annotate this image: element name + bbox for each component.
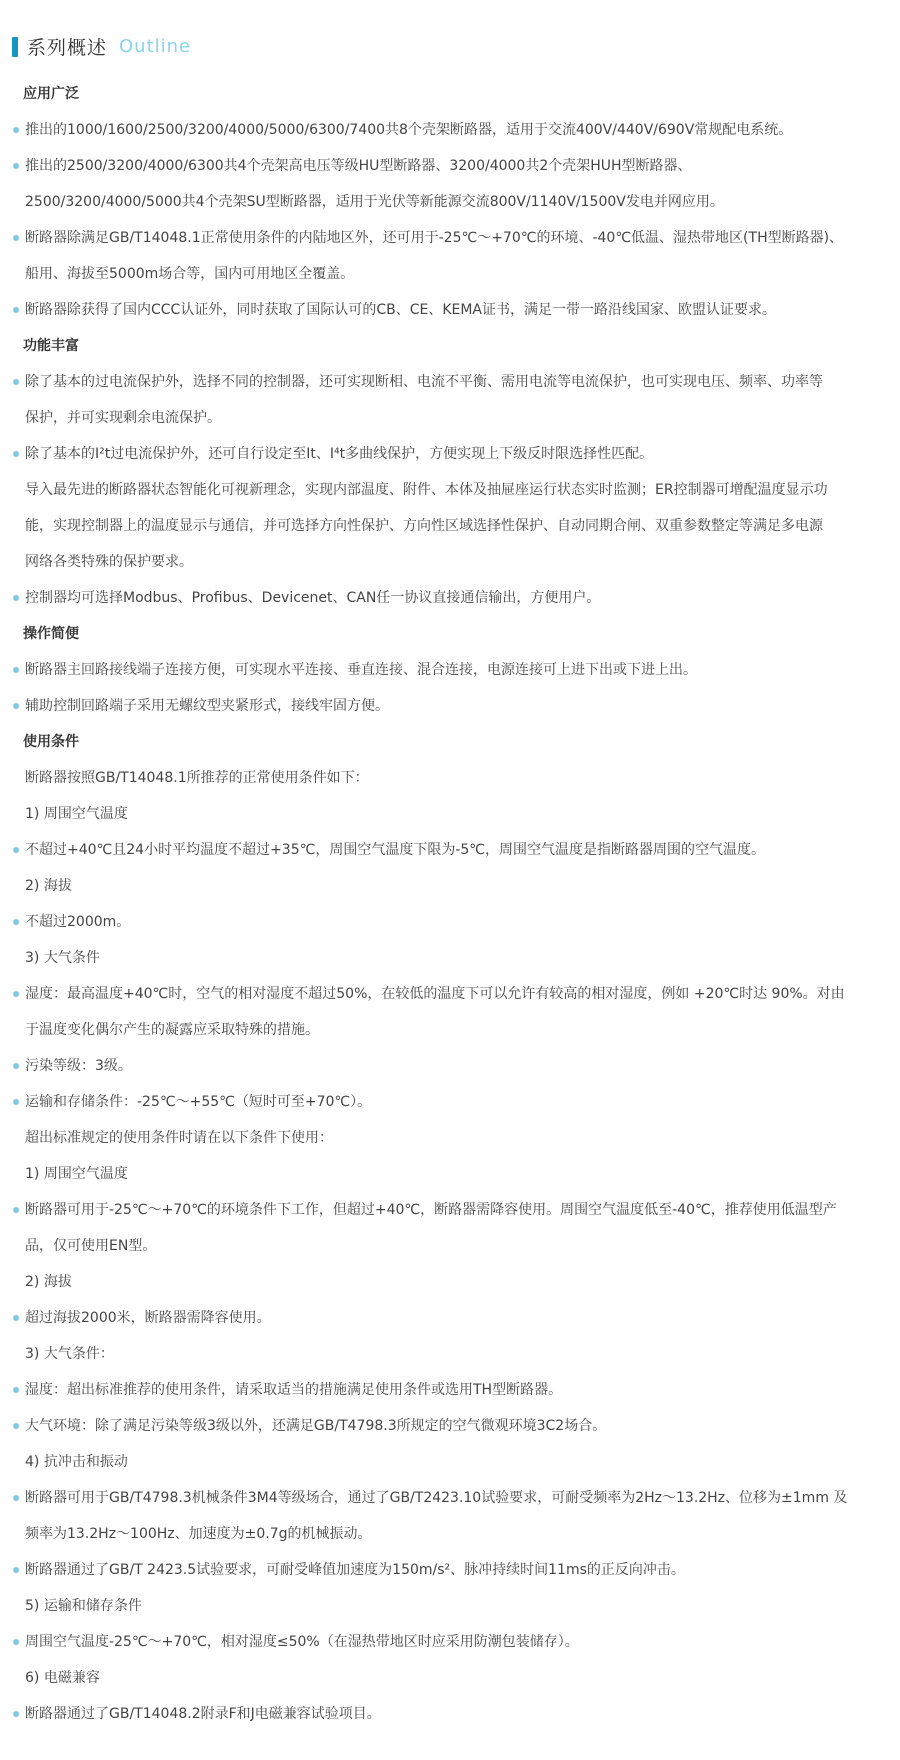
- line-text: 湿度：最高温度+40℃时，空气的相对湿度不超过50%，在较低的温度下可以允许有较高的相对湿度，例如 +20℃时达 90%。对由: [25, 986, 845, 1002]
- line-text: 频率为13.2Hz～100Hz、加速度为±0.7g的机械振动。: [25, 1526, 372, 1542]
- line-text: 品，仅可使用EN型。: [25, 1238, 157, 1254]
- continuation-line: [0, 400, 900, 436]
- line-text: 4) 抗冲击和振动: [25, 1454, 128, 1470]
- line-text: 2) 海拔: [25, 878, 72, 894]
- bullet-icon: [13, 451, 19, 457]
- bullet-icon: [13, 163, 19, 169]
- section-heading: 使用条件: [23, 734, 79, 750]
- bullet-line: [0, 832, 900, 868]
- line-text: 1) 周围空气温度: [25, 1166, 128, 1182]
- accent-bar-icon: [12, 37, 18, 57]
- bullet-line: [0, 1552, 900, 1588]
- bullet-icon: [13, 595, 19, 601]
- line-text: 断路器可用于-25℃～+70℃的环境条件下工作，但超过+40℃，断路器需降容使用。周围空气温度低至-40℃，推荐使用低温型产: [25, 1202, 837, 1218]
- line-text: 大气环境：除了满足污染等级3级以外，还满足GB/T4798.3所规定的空气微观环境3C2场合。: [25, 1418, 607, 1434]
- section-heading: 功能丰富: [23, 338, 79, 354]
- continuation-line: [0, 256, 900, 292]
- continuation-line: [0, 184, 900, 220]
- line-text: 辅助控制回路端子采用无螺纹型夹紧形式，接线牢固方便。: [25, 698, 389, 714]
- bullet-line: [0, 1300, 900, 1336]
- bullet-icon: [13, 1099, 19, 1105]
- line-text: 2) 海拔: [25, 1274, 72, 1290]
- text-line: [0, 472, 900, 508]
- bullet-line: [0, 1192, 900, 1228]
- bullet-line: [0, 292, 900, 328]
- bullet-line: [0, 1696, 900, 1732]
- line-text: 1) 周围空气温度: [25, 806, 128, 822]
- bullet-line: [0, 1048, 900, 1084]
- bullet-icon: [13, 1495, 19, 1501]
- line-text: 断路器按照GB/T14048.1所推荐的正常使用条件如下：: [25, 770, 369, 786]
- bullet-line: [0, 652, 900, 688]
- text-line: [0, 1588, 900, 1624]
- line-text: 除了基本的过电流保护外，选择不同的控制器，还可实现断相、电流不平衡、需用电流等电流保护，也可实现电压、频率、功率等: [25, 374, 823, 390]
- line-text: 推出的1000/1600/2500/3200/4000/5000/6300/7400共8个壳架断路器，适用于交流400V/440V/690V常规配电系统。: [25, 122, 793, 138]
- line-text: 控制器均可选择Modbus、Profibus、Devicenet、CAN任一协议直接通信输出，方便用户。: [25, 590, 601, 606]
- bullet-line: [0, 580, 900, 616]
- bullet-line: [0, 220, 900, 256]
- line-text: 污染等级：3级。: [25, 1058, 132, 1074]
- text-line: [0, 1156, 900, 1192]
- bullet-icon: [13, 919, 19, 925]
- line-text: 超过海拔2000米，断路器需降容使用。: [25, 1310, 271, 1326]
- line-text: 2500/3200/4000/5000共4个壳架SU型断路器，适用于光伏等新能源交流800V/1140V/1500V发电并网应用。: [25, 194, 724, 210]
- section-heading: 应用广泛: [23, 86, 79, 102]
- text-line: [0, 868, 900, 904]
- bullet-icon: [13, 1423, 19, 1429]
- bullet-icon: [13, 1711, 19, 1717]
- line-text: 船用、海拔至5000m场合等，国内可用地区全覆盖。: [25, 266, 355, 282]
- bullet-icon: [13, 991, 19, 997]
- text-line: [0, 1660, 900, 1696]
- bullet-line: [0, 1408, 900, 1444]
- text-line: [0, 1120, 900, 1156]
- text-line: [0, 1444, 900, 1480]
- line-text: 能，实现控制器上的温度显示与通信，并可选择方向性保护、方向性区域选择性保护、自动同期合闸、双重参数整定等满足多电源: [25, 518, 823, 534]
- text-line: [0, 760, 900, 796]
- bullet-line: [0, 688, 900, 724]
- line-text: 3) 大气条件：: [25, 1346, 114, 1362]
- bullet-line: [0, 112, 900, 148]
- bullet-icon: [13, 379, 19, 385]
- continuation-line: [0, 1228, 900, 1264]
- line-text: 断路器除获得了国内CCC认证外，同时获取了国际认可的CB、CE、KEMA证书，满足一带一路沿线国家、欧盟认证要求。: [25, 302, 777, 318]
- line-text: 除了基本的I²t过电流保护外，还可自行设定至It、I⁴t多曲线保护，方便实现上下级反时限选择性匹配。: [25, 446, 654, 462]
- text-line: [0, 544, 900, 580]
- bullet-icon: [13, 1639, 19, 1645]
- bullet-line: [0, 1480, 900, 1516]
- text-line: [0, 1264, 900, 1300]
- continuation-line: [0, 1516, 900, 1552]
- bullet-line: [0, 148, 900, 184]
- line-text: 不超过+40℃且24小时平均温度不超过+35℃，周围空气温度下限为-5℃，周围空气温度是指断路器周围的空气温度。: [25, 842, 766, 858]
- line-text: 推出的2500/3200/4000/6300共4个壳架高电压等级HU型断路器、3200/4000共2个壳架HUH型断路器、: [25, 158, 692, 174]
- line-text: 湿度：超出标准推荐的使用条件，请采取适当的措施满足使用条件或选用TH型断路器。: [25, 1382, 563, 1398]
- bullet-line: [0, 1624, 900, 1660]
- line-text: 6) 电磁兼容: [25, 1670, 100, 1686]
- bullet-line: [0, 1372, 900, 1408]
- bullet-line: [0, 364, 900, 400]
- line-text: 断路器通过了GB/T14048.2附录F和J电磁兼容试验项目。: [25, 1706, 381, 1722]
- page-title-en: Outline: [119, 36, 192, 57]
- bullet-icon: [13, 127, 19, 133]
- text-line: [0, 796, 900, 832]
- bullet-icon: [13, 1063, 19, 1069]
- line-text: 断路器通过了GB/T 2423.5试验要求，可耐受峰值加速度为150m/s²、脉冲持续时间11ms的正反向冲击。: [25, 1562, 685, 1578]
- page-title: 系列概述: [27, 37, 108, 59]
- section-heading: 操作简便: [23, 626, 79, 642]
- bullet-icon: [13, 307, 19, 313]
- line-text: 断路器主回路接线端子连接方便，可实现水平连接、垂直连接、混合连接，电源连接可上进下出或下进上出。: [25, 662, 697, 678]
- bullet-icon: [13, 1387, 19, 1393]
- bullet-icon: [13, 235, 19, 241]
- line-text: 断路器可用于GB/T4798.3机械条件3M4等级场合，通过了GB/T2423.10试验要求，可耐受频率为2Hz～13.2Hz、位移为±1mm 及: [25, 1490, 848, 1506]
- line-text: 断路器除满足GB/T14048.1正常使用条件的内陆地区外，还可用于-25℃～+70℃的环境、-40℃低温、湿热带地区(TH型断路器)、: [25, 230, 844, 246]
- continuation-line: [0, 1012, 900, 1048]
- line-text: 5) 运输和储存条件: [25, 1598, 142, 1614]
- line-text: 导入最先进的断路器状态智能化可视新理念，实现内部温度、附件、本体及抽屉座运行状态实时监测；ER控制器可增配温度显示功: [25, 482, 828, 498]
- line-text: 周围空气温度-25℃～+70℃，相对湿度≤50%（在湿热带地区时应采用防潮包装储存）。: [25, 1634, 579, 1650]
- line-text: 网络各类特殊的保护要求。: [25, 554, 193, 570]
- line-text: 运输和存储条件：-25℃～+55℃（短时可至+70℃）。: [25, 1094, 372, 1110]
- content-sections: [0, 76, 900, 1732]
- line-text: 3) 大气条件: [25, 950, 100, 966]
- bullet-icon: [13, 703, 19, 709]
- page-header: [0, 0, 900, 60]
- line-text: 超出标准规定的使用条件时请在以下条件下使用：: [25, 1130, 333, 1146]
- text-line: [0, 1336, 900, 1372]
- bullet-icon: [13, 1315, 19, 1321]
- bullet-icon: [13, 1567, 19, 1573]
- text-line: [0, 940, 900, 976]
- bullet-icon: [13, 847, 19, 853]
- bullet-line: [0, 904, 900, 940]
- bullet-line: [0, 976, 900, 1012]
- bullet-icon: [13, 1207, 19, 1213]
- text-line: [0, 508, 900, 544]
- line-text: 于温度变化偶尔产生的凝露应采取特殊的措施。: [25, 1022, 319, 1038]
- bullet-line: [0, 436, 900, 472]
- line-text: 不超过2000m。: [25, 914, 131, 930]
- line-text: 保护，并可实现剩余电流保护。: [25, 410, 221, 426]
- bullet-icon: [13, 667, 19, 673]
- bullet-line: [0, 1084, 900, 1120]
